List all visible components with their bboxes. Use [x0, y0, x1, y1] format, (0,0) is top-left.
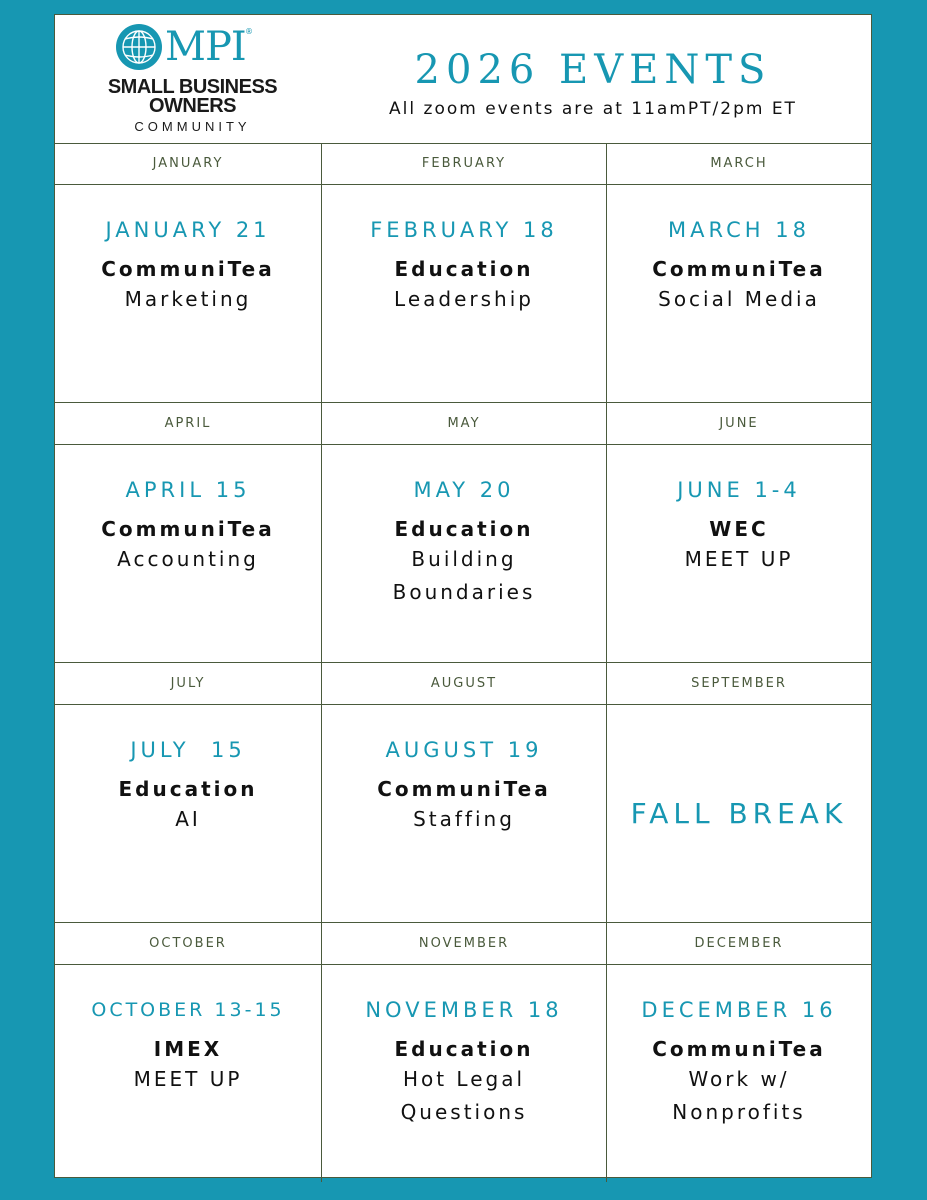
month-label: SEPTEMBER — [606, 663, 871, 704]
event-date: OCTOBER 13-15 — [91, 999, 285, 1021]
event-date: MAY 20 — [413, 478, 515, 502]
logo-trademark: ® — [245, 27, 253, 36]
event-row — [55, 185, 871, 402]
event-topic: MEET UP — [684, 547, 794, 571]
month-label: JANUARY — [152, 156, 224, 171]
header — [55, 15, 871, 144]
event-topic: Work w/ Nonprofits — [672, 1067, 806, 1124]
event-cell — [321, 445, 606, 662]
event-cell — [606, 445, 871, 662]
page-title: 2026 EVENTS — [414, 47, 772, 93]
event-type: IMEX — [153, 1037, 223, 1061]
month-label: DECEMBER — [606, 923, 871, 964]
event-row — [55, 705, 871, 922]
event-topic: Building Boundaries — [392, 547, 536, 604]
event-type: Education — [394, 517, 534, 541]
event-topic: Leadership — [394, 287, 534, 311]
month-header-row — [55, 403, 871, 445]
event-date: JANUARY 21 — [105, 218, 271, 242]
events-sheet — [54, 14, 872, 1178]
event-date: FEBRUARY 18 — [370, 218, 558, 242]
event-type: Education — [118, 777, 258, 801]
events-grid — [55, 143, 871, 1182]
month-header-row — [55, 923, 871, 965]
fall-break-label: FALL BREAK — [630, 797, 848, 830]
month-header-row — [55, 143, 871, 185]
event-date: AUGUST 19 — [385, 738, 543, 762]
event-date: NOVEMBER 18 — [365, 998, 563, 1022]
event-date: APRIL 15 — [125, 478, 251, 502]
event-type: CommuniTea — [377, 777, 551, 801]
event-cell — [55, 965, 321, 1182]
event-topic: AI — [175, 807, 201, 831]
event-topic: Hot Legal Questions — [400, 1067, 528, 1124]
event-row — [55, 965, 871, 1182]
page-subtitle: All zoom events are at 11amPT/2pm ET — [389, 99, 797, 119]
logo-line-1: SMALL BUSINESS — [107, 76, 278, 98]
event-topic: Accounting — [117, 547, 259, 571]
event-cell — [55, 705, 321, 922]
event-row — [55, 445, 871, 662]
event-type: CommuniTea — [101, 257, 275, 281]
logo-mark: MPI — [165, 24, 246, 70]
event-type: WEC — [709, 517, 769, 541]
event-date: MARCH 18 — [668, 218, 810, 242]
month-label: APRIL — [164, 416, 212, 431]
logo-line-3: COMMUNITY — [134, 119, 251, 134]
event-date: JUNE 1-4 — [677, 478, 801, 502]
month-label: JULY — [170, 676, 206, 691]
event-cell — [606, 185, 871, 402]
event-topic: MEET UP — [133, 1067, 243, 1091]
event-type: CommuniTea — [101, 517, 275, 541]
month-header-row — [55, 663, 871, 705]
event-type: Education — [394, 1037, 534, 1061]
quarter-row — [55, 923, 871, 1182]
event-cell — [321, 705, 606, 922]
logo-line-2: OWNERS — [149, 95, 236, 117]
event-cell — [606, 965, 871, 1182]
quarter-row — [55, 663, 871, 923]
event-date: JULY 15 — [130, 738, 246, 762]
quarter-row — [55, 143, 871, 403]
event-topic: Social Media — [658, 287, 820, 311]
event-cell — [321, 185, 606, 402]
event-cell — [55, 445, 321, 662]
event-type: CommuniTea — [652, 257, 826, 281]
event-cell — [321, 965, 606, 1182]
mpi-logo — [85, 23, 300, 138]
event-cell — [606, 705, 871, 922]
month-label: AUGUST — [321, 663, 606, 704]
quarter-row — [55, 403, 871, 663]
month-label: NOVEMBER — [321, 923, 606, 964]
event-type: Education — [394, 257, 534, 281]
month-label: FEBRUARY — [321, 143, 606, 184]
event-date: DECEMBER 16 — [641, 998, 837, 1022]
month-label: MARCH — [606, 143, 871, 184]
event-topic: Marketing — [124, 287, 252, 311]
globe-icon — [115, 23, 163, 71]
event-topic: Staffing — [413, 807, 515, 831]
event-type: CommuniTea — [652, 1037, 826, 1061]
month-label: MAY — [321, 403, 606, 444]
month-label: OCTOBER — [149, 936, 227, 951]
month-label: JUNE — [606, 403, 871, 444]
event-cell — [55, 185, 321, 402]
